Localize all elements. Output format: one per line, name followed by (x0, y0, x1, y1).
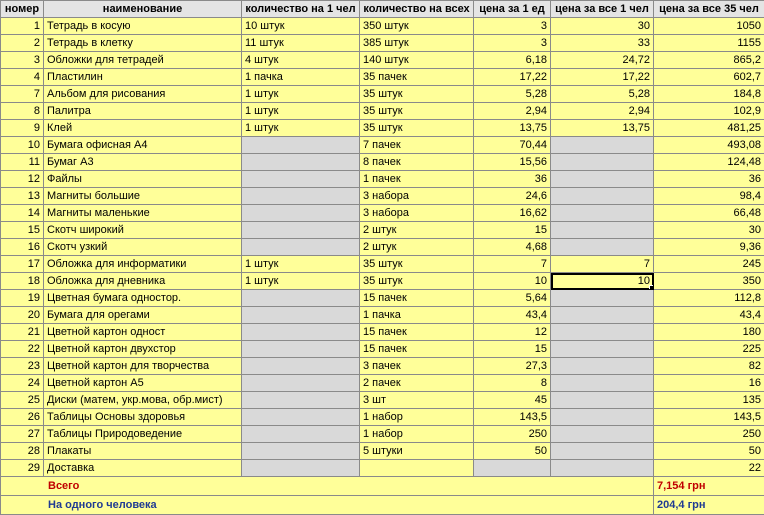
header-row (1, 1, 764, 18)
cell-number[interactable]: 20 (1, 307, 44, 324)
cell-price-35-people[interactable]: 865,2 (654, 52, 764, 69)
cell-number[interactable]: 19 (1, 290, 44, 307)
cell-price-per-person[interactable]: 5,28 (551, 86, 654, 103)
cell-price-per-person[interactable] (551, 188, 654, 205)
table-row (1, 86, 764, 103)
cell-qty-per-person[interactable] (242, 307, 360, 324)
cell-qty-total[interactable]: 15 пачек (360, 290, 474, 307)
table-row (1, 188, 764, 205)
cell-qty-total[interactable]: 3 пачек (360, 358, 474, 375)
table-row (1, 154, 764, 171)
cell-price-per-person[interactable]: 17,22 (551, 69, 654, 86)
cell-unit-price[interactable]: 15 (474, 222, 551, 239)
cell-price-35-people[interactable]: 36 (654, 171, 764, 188)
cell-number[interactable]: 23 (1, 358, 44, 375)
cell-name[interactable]: Обложка для информатики (44, 256, 242, 273)
header-unit-price[interactable]: цена за 1 ед (474, 1, 551, 18)
cell-name[interactable]: Цветной картон двухстор (44, 341, 242, 358)
cell-number[interactable]: 3 (1, 52, 44, 69)
cell-number[interactable]: 27 (1, 426, 44, 443)
table-row (1, 324, 764, 341)
cell-qty-total[interactable]: 2 штук (360, 239, 474, 256)
per-person-label: На одного человека (4, 499, 157, 511)
cell-price-per-person[interactable]: 30 (551, 18, 654, 35)
cell-price-35-people[interactable]: 22 (654, 460, 764, 477)
cell-qty-per-person[interactable] (242, 341, 360, 358)
table-row (1, 460, 764, 477)
cell-unit-price[interactable]: 12 (474, 324, 551, 341)
cell-unit-price[interactable]: 2,94 (474, 103, 551, 120)
cell-qty-total[interactable]: 1 набор (360, 409, 474, 426)
table-row (1, 171, 764, 188)
cell-number[interactable]: 29 (1, 460, 44, 477)
cell-number[interactable]: 8 (1, 103, 44, 120)
cell-unit-price[interactable]: 8 (474, 375, 551, 392)
cell-qty-total[interactable]: 7 пачек (360, 137, 474, 154)
cell-number[interactable]: 24 (1, 375, 44, 392)
cell-number[interactable]: 2 (1, 35, 44, 52)
cell-name[interactable]: Файлы (44, 171, 242, 188)
cell-price-35-people[interactable]: 66,48 (654, 205, 764, 222)
cell-unit-price[interactable]: 17,22 (474, 69, 551, 86)
cell-price-per-person[interactable] (551, 392, 654, 409)
cell-qty-total[interactable]: 15 пачек (360, 324, 474, 341)
cell-name[interactable]: Альбом для рисования (44, 86, 242, 103)
cell-qty-total[interactable]: 1 набор (360, 426, 474, 443)
cell-price-35-people[interactable]: 180 (654, 324, 764, 341)
cell-price-per-person[interactable]: 7 (551, 256, 654, 273)
table-row (1, 137, 764, 154)
cell-price-35-people[interactable]: 184,8 (654, 86, 764, 103)
cell-qty-per-person[interactable]: 1 пачка (242, 69, 360, 86)
cell-number[interactable]: 26 (1, 409, 44, 426)
table-row (1, 426, 764, 443)
cell-unit-price[interactable] (474, 460, 551, 477)
total-value[interactable]: 7,154 грн (654, 477, 764, 496)
cell-name[interactable]: Обложка для дневника (44, 273, 242, 290)
cell-price-35-people[interactable]: 350 (654, 273, 764, 290)
cell-price-35-people[interactable]: 102,9 (654, 103, 764, 120)
cell-price-per-person[interactable]: 24,72 (551, 52, 654, 69)
cell-price-per-person[interactable] (551, 171, 654, 188)
cell-number[interactable]: 7 (1, 86, 44, 103)
cell-qty-total[interactable]: 3 набора (360, 205, 474, 222)
table-row (1, 273, 764, 290)
table-row (1, 35, 764, 52)
cell-qty-per-person[interactable] (242, 426, 360, 443)
cell-qty-total[interactable]: 35 штук (360, 273, 474, 290)
cell-unit-price[interactable]: 43,4 (474, 307, 551, 324)
cell-price-35-people[interactable]: 124,48 (654, 154, 764, 171)
table-row (1, 222, 764, 239)
table-row (1, 375, 764, 392)
cell-name[interactable]: Обложки для тетрадей (44, 52, 242, 69)
cell-number[interactable]: 1 (1, 18, 44, 35)
cell-price-35-people[interactable]: 9,36 (654, 239, 764, 256)
cell-price-per-person[interactable] (551, 137, 654, 154)
cell-qty-per-person[interactable] (242, 137, 360, 154)
cell-qty-per-person[interactable]: 4 штук (242, 52, 360, 69)
cell-unit-price[interactable]: 15 (474, 341, 551, 358)
cell-name[interactable]: Цветной картон одност (44, 324, 242, 341)
cell-qty-per-person[interactable]: 11 штук (242, 35, 360, 52)
cell-name[interactable]: Скотч широкий (44, 222, 242, 239)
cell-qty-per-person[interactable] (242, 460, 360, 477)
cell-qty-total[interactable]: 8 пачек (360, 154, 474, 171)
cell-name[interactable]: Скотч узкий (44, 239, 242, 256)
cell-price-per-person[interactable] (551, 426, 654, 443)
cell-qty-total[interactable]: 1 пачка (360, 307, 474, 324)
cell-name[interactable]: Бумага для орегами (44, 307, 242, 324)
cell-name[interactable]: Цветная бумага одностор. (44, 290, 242, 307)
table-row (1, 341, 764, 358)
cell-price-35-people[interactable]: 98,4 (654, 188, 764, 205)
table-row (1, 358, 764, 375)
cell-qty-per-person[interactable]: 1 штук (242, 273, 360, 290)
cell-name[interactable]: Цветной картон А5 (44, 375, 242, 392)
cell-unit-price[interactable]: 250 (474, 426, 551, 443)
cell-price-per-person[interactable] (551, 290, 654, 307)
cell-name[interactable]: Пластилин (44, 69, 242, 86)
cell-qty-per-person[interactable] (242, 188, 360, 205)
cell-number[interactable]: 22 (1, 341, 44, 358)
cell-price-per-person[interactable] (551, 358, 654, 375)
header-name[interactable]: наименование (44, 1, 242, 18)
cell-qty-total[interactable]: 350 штук (360, 18, 474, 35)
cell-unit-price[interactable]: 13,75 (474, 120, 551, 137)
cell-name[interactable]: Доставка (44, 460, 242, 477)
table-row (1, 290, 764, 307)
table-row (1, 103, 764, 120)
cell-number[interactable]: 10 (1, 137, 44, 154)
cell-qty-per-person[interactable] (242, 409, 360, 426)
cell-price-35-people[interactable]: 1155 (654, 35, 764, 52)
cell-price-per-person[interactable] (551, 205, 654, 222)
cell-unit-price[interactable]: 3 (474, 35, 551, 52)
cell-number[interactable]: 17 (1, 256, 44, 273)
cell-price-35-people[interactable]: 143,5 (654, 409, 764, 426)
cell-price-per-person[interactable] (551, 324, 654, 341)
cell-price-35-people[interactable]: 225 (654, 341, 764, 358)
cell-qty-per-person[interactable]: 1 штук (242, 103, 360, 120)
cell-price-per-person[interactable]: 2,94 (551, 103, 654, 120)
cell-number[interactable]: 9 (1, 120, 44, 137)
header-price-35-people[interactable]: цена за все 35 чел (654, 1, 764, 18)
cell-name[interactable]: Цветной картон для творчества (44, 358, 242, 375)
cell-qty-per-person[interactable]: 1 штук (242, 86, 360, 103)
table-row (1, 239, 764, 256)
cell-qty-total[interactable] (360, 460, 474, 477)
cell-unit-price[interactable]: 24,6 (474, 188, 551, 205)
cell-qty-total[interactable]: 35 штук (360, 256, 474, 273)
cell-unit-price[interactable]: 5,28 (474, 86, 551, 103)
cell-unit-price[interactable]: 143,5 (474, 409, 551, 426)
cell-name[interactable]: Магниты маленькие (44, 205, 242, 222)
cell-number[interactable]: 14 (1, 205, 44, 222)
table-row (1, 392, 764, 409)
cell-name[interactable]: Тетрадь в клетку (44, 35, 242, 52)
cell-qty-per-person[interactable] (242, 324, 360, 341)
cell-number[interactable]: 28 (1, 443, 44, 460)
cell-number[interactable]: 11 (1, 154, 44, 171)
cell-price-per-person[interactable] (551, 222, 654, 239)
cell-number[interactable]: 13 (1, 188, 44, 205)
cell-price-per-person[interactable] (551, 341, 654, 358)
cell-qty-total[interactable]: 35 пачек (360, 69, 474, 86)
table-row (1, 120, 764, 137)
cell-number[interactable]: 12 (1, 171, 44, 188)
cell-price-35-people[interactable]: 43,4 (654, 307, 764, 324)
per-person-value[interactable]: 204,4 грн (654, 496, 764, 515)
table-row (1, 443, 764, 460)
cell-price-per-person[interactable] (551, 409, 654, 426)
per-person-row (1, 496, 764, 515)
cell-number[interactable]: 21 (1, 324, 44, 341)
cell-qty-per-person[interactable] (242, 375, 360, 392)
header-number[interactable]: номер (1, 1, 44, 18)
header-qty-total[interactable]: количество на всех (360, 1, 474, 18)
cell-number[interactable]: 4 (1, 69, 44, 86)
cell-qty-per-person[interactable] (242, 290, 360, 307)
cell-price-per-person[interactable]: 13,75 (551, 120, 654, 137)
cell-price-35-people[interactable]: 135 (654, 392, 764, 409)
cell-number[interactable]: 15 (1, 222, 44, 239)
cell-price-per-person[interactable] (551, 307, 654, 324)
cell-name[interactable]: Палитра (44, 103, 242, 120)
table-row (1, 52, 764, 69)
cell-unit-price[interactable]: 36 (474, 171, 551, 188)
cell-qty-per-person[interactable] (242, 443, 360, 460)
cell-qty-per-person[interactable] (242, 154, 360, 171)
cell-name[interactable]: Тетрадь в косую (44, 18, 242, 35)
cell-qty-per-person[interactable] (242, 358, 360, 375)
cell-price-35-people[interactable]: 1050 (654, 18, 764, 35)
cell-price-35-people[interactable]: 602,7 (654, 69, 764, 86)
cell-price-35-people[interactable]: 493,08 (654, 137, 764, 154)
total-row (1, 477, 764, 496)
cell-number[interactable]: 18 (1, 273, 44, 290)
table-row (1, 69, 764, 86)
cell-price-per-person[interactable] (551, 443, 654, 460)
cell-unit-price[interactable]: 3 (474, 18, 551, 35)
cell-qty-total[interactable]: 2 пачек (360, 375, 474, 392)
cell-price-35-people[interactable]: 250 (654, 426, 764, 443)
cell-name[interactable]: Клей (44, 120, 242, 137)
cell-price-35-people[interactable]: 245 (654, 256, 764, 273)
cell-qty-per-person[interactable]: 10 штук (242, 18, 360, 35)
cell-price-per-person[interactable] (551, 154, 654, 171)
cell-number[interactable]: 16 (1, 239, 44, 256)
cell-qty-total[interactable]: 15 пачек (360, 341, 474, 358)
cell-qty-per-person[interactable]: 1 штук (242, 120, 360, 137)
cell-name[interactable]: Таблицы Природоведение (44, 426, 242, 443)
header-qty-per-person[interactable]: количество на 1 чел (242, 1, 360, 18)
cell-name[interactable]: Бумага офисная А4 (44, 137, 242, 154)
cell-price-35-people[interactable]: 30 (654, 222, 764, 239)
cell-unit-price[interactable]: 27,3 (474, 358, 551, 375)
cell-unit-price[interactable]: 10 (474, 273, 551, 290)
cell-qty-per-person[interactable] (242, 205, 360, 222)
total-label: Всего (4, 480, 79, 492)
cell-number[interactable]: 25 (1, 392, 44, 409)
cell-unit-price[interactable]: 6,18 (474, 52, 551, 69)
cell-qty-total[interactable]: 35 штук (360, 103, 474, 120)
cell-name[interactable]: Таблицы Основы здоровья (44, 409, 242, 426)
cell-qty-total[interactable]: 5 штуки (360, 443, 474, 460)
cell-price-per-person[interactable]: 33 (551, 35, 654, 52)
cell-qty-total[interactable]: 2 штук (360, 222, 474, 239)
cell-price-35-people[interactable]: 16 (654, 375, 764, 392)
cell-qty-total[interactable]: 1 пачек (360, 171, 474, 188)
cell-qty-total[interactable]: 140 штук (360, 52, 474, 69)
table-row (1, 256, 764, 273)
cell-name[interactable]: Магниты большие (44, 188, 242, 205)
table-row (1, 18, 764, 35)
cell-unit-price[interactable]: 5,64 (474, 290, 551, 307)
table-row (1, 307, 764, 324)
cell-name[interactable]: Диски (матем, укр.мова, обр.мист) (44, 392, 242, 409)
cell-unit-price[interactable]: 50 (474, 443, 551, 460)
cell-unit-price[interactable]: 70,44 (474, 137, 551, 154)
cell-qty-per-person[interactable] (242, 392, 360, 409)
cell-qty-total[interactable]: 385 штук (360, 35, 474, 52)
cell-qty-total[interactable]: 3 набора (360, 188, 474, 205)
table-row (1, 205, 764, 222)
cell-price-35-people[interactable]: 481,25 (654, 120, 764, 137)
cell-unit-price[interactable]: 15,56 (474, 154, 551, 171)
cell-price-35-people[interactable]: 112,8 (654, 290, 764, 307)
cell-name[interactable]: Бумаг А3 (44, 154, 242, 171)
cell-price-35-people[interactable]: 82 (654, 358, 764, 375)
cell-price-per-person[interactable]: 10 (551, 273, 654, 290)
cell-unit-price[interactable]: 4,68 (474, 239, 551, 256)
cell-qty-total[interactable]: 35 штук (360, 120, 474, 137)
cell-price-per-person[interactable] (551, 375, 654, 392)
cell-name[interactable]: Плакаты (44, 443, 242, 460)
cell-qty-per-person[interactable] (242, 239, 360, 256)
header-price-per-person[interactable]: цена за все 1 чел (551, 1, 654, 18)
cell-price-per-person[interactable] (551, 460, 654, 477)
cell-qty-per-person[interactable] (242, 222, 360, 239)
cell-qty-per-person[interactable] (242, 171, 360, 188)
table-row (1, 409, 764, 426)
table-body (1, 18, 764, 477)
cell-qty-total[interactable]: 35 штук (360, 86, 474, 103)
cell-unit-price[interactable]: 7 (474, 256, 551, 273)
cell-price-per-person[interactable] (551, 239, 654, 256)
cell-qty-per-person[interactable]: 1 штук (242, 256, 360, 273)
cell-unit-price[interactable]: 45 (474, 392, 551, 409)
cell-qty-total[interactable]: 3 шт (360, 392, 474, 409)
cell-unit-price[interactable]: 16,62 (474, 205, 551, 222)
cell-price-35-people[interactable]: 50 (654, 443, 764, 460)
